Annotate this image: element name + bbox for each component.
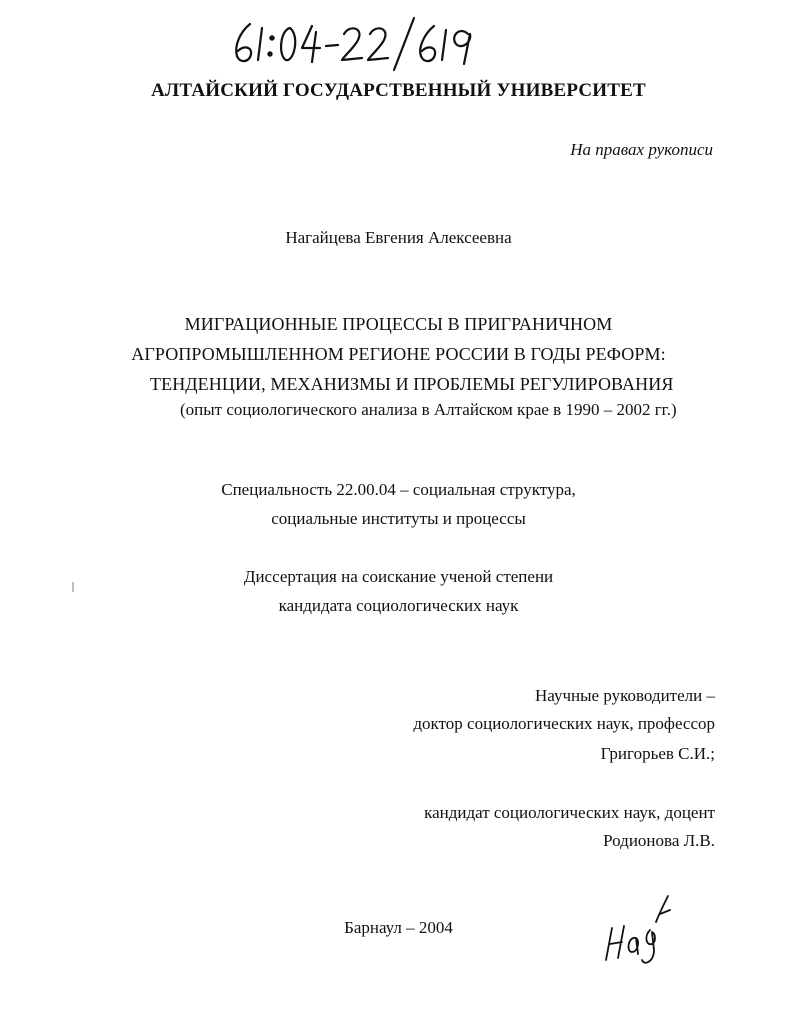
- dissertation-title-line-2: АГРОПРОМЫШЛЕННОМ РЕГИОНЕ РОССИИ В ГОДЫ РЕФОРМ:: [131, 344, 666, 364]
- dissertation-title-line-3: ТЕНДЕНЦИИ, МЕХАНИЗМЫ И ПРОБЛЕМЫ РЕГУЛИРОВАНИЯ: [150, 374, 674, 394]
- author-name: Нагайцева Евгения Алексеевна: [285, 228, 512, 247]
- city-year: Барнаул – 2004: [344, 918, 453, 937]
- university-name: АЛТАЙСКИЙ ГОСУДАРСТВЕННЫЙ УНИВЕРСИТЕТ: [151, 80, 646, 101]
- handwritten-archive-code: [228, 14, 528, 74]
- specialty-line-1: Специальность 22.00.04 – социальная структура,: [221, 480, 576, 499]
- rights-note: На правах рукописи: [570, 140, 713, 159]
- supervisor-1-title: доктор социологических наук, профессор: [413, 714, 715, 733]
- handwritten-signature: [598, 890, 678, 970]
- supervisor-2-name: Родионова Л.В.: [603, 831, 715, 850]
- specialty-line-2: социальные институты и процессы: [271, 509, 526, 528]
- degree-line-2: кандидата социологических наук: [278, 596, 519, 615]
- supervisor-2-title: кандидат социологических наук, доцент: [424, 803, 715, 822]
- degree-line-1: Диссертация на соискание ученой степени: [243, 567, 554, 586]
- dissertation-title-line-1: МИГРАЦИОННЫЕ ПРОЦЕССЫ В ПРИГРАНИЧНОМ: [184, 314, 613, 334]
- supervisors-label: Научные руководители –: [535, 686, 715, 705]
- dissertation-subtitle: (опыт социологического анализа в Алтайском крае в 1990 – 2002 гг.): [180, 400, 677, 419]
- supervisor-1-name: Григорьев С.И.;: [600, 744, 715, 763]
